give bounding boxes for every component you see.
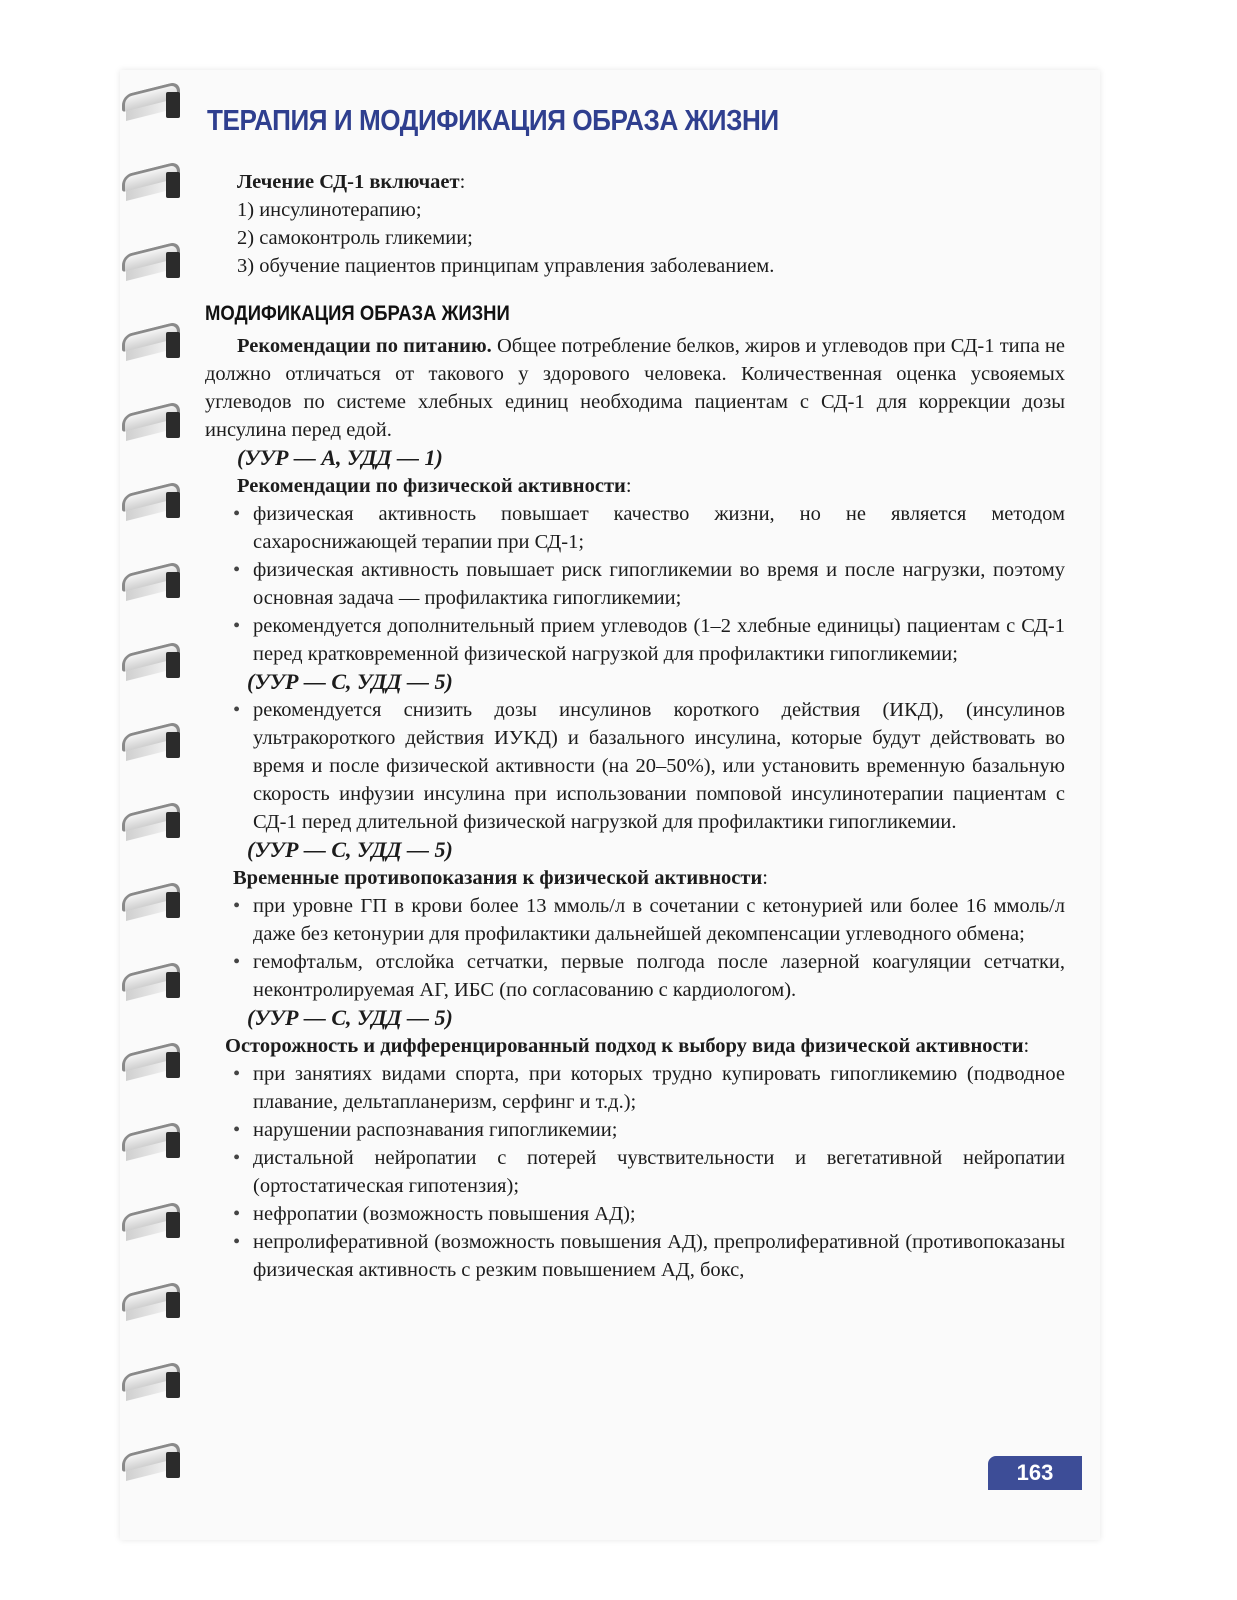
binding-ring [122, 480, 186, 520]
contraindications-lead [205, 864, 1065, 892]
evidence-level: (УУР — А, УДД — 1) [237, 445, 443, 470]
binding-ring [122, 400, 186, 440]
list-item: • нарушении распознавания гипогликемии; [205, 1116, 1065, 1144]
activity-list [205, 500, 1065, 668]
page-number: 163 [988, 1456, 1082, 1490]
list-item: • гемофтальм, отслойка сетчатки, первые полгода после лазерной коагуляции сетчатки, неконтролируемая АГ, ИБС (по согласованию с кардиологом). [205, 948, 1065, 1004]
activity-label: Рекомендации по физической активности [237, 475, 626, 497]
binding-ring [122, 1120, 186, 1160]
evidence-level: (УУР — С, УДД — 5) [247, 669, 453, 694]
evidence-level: (УУР — С, УДД — 5) [247, 837, 453, 862]
page-title: ТЕРАПИЯ И МОДИФИКАЦИЯ ОБРАЗА ЖИЗНИ [207, 105, 779, 137]
contraindications-list [205, 892, 1065, 1004]
binding-ring [122, 800, 186, 840]
list-item: • нефропатии (возможность повышения АД); [205, 1200, 1065, 1228]
list-item: • при уровне ГП в крови более 13 ммоль/л в сочетании с кетонурией или более 16 ммоль/л даже без кетонурии для профилактики дальнейшей декомпенсации углеводного обмена; [205, 892, 1065, 948]
binding-ring [122, 240, 186, 280]
list-item: 1) инсулинотерапию; [237, 199, 422, 221]
contraindications-colon: : [762, 867, 768, 889]
treatment-lead [205, 168, 1065, 196]
binding-ring [122, 640, 186, 680]
binding-ring [122, 1040, 186, 1080]
treatment-lead-label: Лечение СД-1 включает [237, 171, 460, 193]
list-item: • дистальной нейропатии с потерей чувствительности и вегетативной нейропатии (ортостатическая гипотензия); [205, 1144, 1065, 1200]
list-item: • рекомендуется дополнительный прием углеводов (1–2 хлебные единицы) пациентам с СД-1 перед кратковременной физической нагрузкой для профилактики гипогликемии; [205, 612, 1065, 668]
treatment-list [205, 196, 1065, 280]
nutrition-paragraph [205, 332, 1065, 444]
list-item: • непролиферативной (возможность повышения АД), препролиферативной (противопоказаны физическая активность с резким повышением АД, бокс, [205, 1228, 1065, 1284]
caution-colon: : [1023, 1035, 1030, 1057]
caution-list [205, 1060, 1065, 1284]
binding-ring [122, 1440, 186, 1480]
binding-ring [122, 1360, 186, 1400]
nutrition-label: Рекомендации по питанию. [237, 335, 492, 357]
binding-ring [122, 80, 186, 120]
activity-list-cont [205, 696, 1065, 836]
list-item: 3) обучение пациентов принципам управления заболеванием. [237, 255, 775, 277]
activity-colon: : [625, 475, 632, 497]
activity-lead [205, 472, 1065, 500]
spiral-binding [122, 80, 202, 1520]
list-item: 2) самоконтроль гликемии; [237, 227, 473, 249]
binding-ring [122, 720, 186, 760]
binding-ring [122, 1200, 186, 1240]
list-item: • физическая активность повышает качество жизни, но не является методом сахароснижающей терапии при СД-1; [205, 500, 1065, 556]
treatment-lead-colon: : [459, 171, 466, 193]
binding-ring [122, 320, 186, 360]
section-heading: МОДИФИКАЦИЯ ОБРАЗА ЖИЗНИ [205, 302, 510, 325]
binding-ring [122, 960, 186, 1000]
page-content [205, 105, 1065, 1284]
list-item: • при занятиях видами спорта, при которых трудно купировать гипогликемию (подводное плавание, дельтапланеризм, серфинг и т.д.); [205, 1060, 1065, 1116]
binding-ring [122, 880, 186, 920]
list-item: • рекомендуется снизить дозы инсулинов короткого действия (ИКД), (инсулинов ультракороткого действия ИУКД) и базального инсулина, которые будут действовать во время и после физической активности (на 20–50%), или установить временную базальную скорость инфузии инсулина при использовании помповой инсулинотерапии пациентам с СД-1 перед длительной физической нагрузкой для профилактики гипогликемии. [205, 696, 1065, 836]
binding-ring [122, 560, 186, 600]
binding-ring [122, 160, 186, 200]
contraindications-label: Временные противопоказания к физической активности [233, 867, 763, 889]
caution-label: Осторожность и дифференцированный подход к выбору вида физической активности [225, 1035, 1024, 1057]
list-item: • физическая активность повышает риск гипогликемии во время и после нагрузки, поэтому основная задача — профилактика гипогликемии; [205, 556, 1065, 612]
binding-ring [122, 1280, 186, 1320]
caution-lead [205, 1032, 1065, 1060]
nutrition-text: Общее потребление белков, жиров и углеводов при СД-1 типа не должно отличаться от такового у здорового человека. Количественная оценка усвояемых углеводов по системе хлебных единиц необходима пациентам с СД-1 для коррекции дозы инсулина перед едой. [205, 335, 1065, 441]
evidence-level: (УУР — С, УДД — 5) [247, 1005, 453, 1030]
